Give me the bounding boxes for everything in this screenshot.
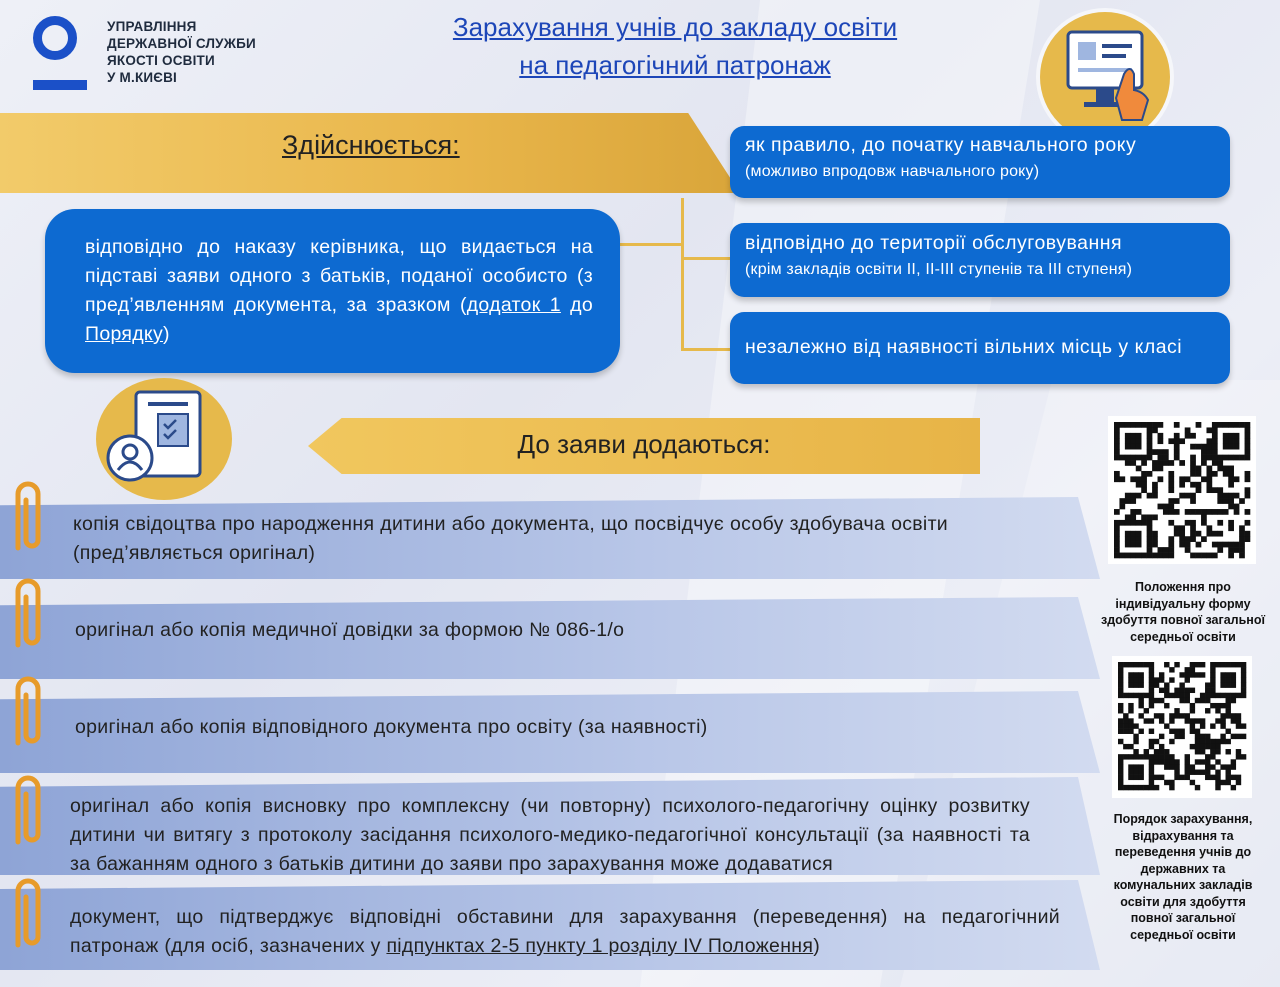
org-line: У М.КИЄВІ [107, 70, 177, 85]
qr-caption-line: Порядок зарахування, [1113, 812, 1253, 826]
list-item: оригінал або копія висновку про комплексну (чи повторну) психолого-педагогічну оцінку розвитку дитини чи витягу з протоколу засідання психолого-медико-педагогічної консультації (за наявності та за бажанням одного з батьків дитини до заяви про зарахування може додаватися [70, 795, 1030, 875]
list-item-text: ) [813, 935, 820, 957]
basis-text: ) [163, 323, 170, 345]
qr-code-procedure[interactable] [1112, 656, 1252, 798]
condition-sub: (крім закладів освіти ІІ, ІІ-ІІІ ступенів та ІІІ ступеня) [745, 261, 1133, 278]
qr-caption-line: відрахування та [1132, 828, 1234, 843]
basis-text: до [560, 294, 593, 316]
connector-line [620, 243, 684, 246]
condition-box [730, 126, 1230, 198]
enrollment-basis-text [85, 233, 593, 349]
qr-caption [1090, 579, 1276, 645]
list-item: копія свідоцтва про народження дитини або документа, що посвідчує особу здобувача освіти (пред’являється оригінал) [73, 513, 948, 564]
qr-caption [1090, 811, 1276, 943]
enrollment-basis-box [45, 209, 620, 373]
condition-main: відповідно до території обслуговування [745, 232, 1123, 254]
paperclip-icon [4, 478, 50, 558]
paperclip-icon [4, 875, 50, 955]
qr-code-regulation[interactable] [1108, 416, 1256, 564]
qr-caption-line: повної загальної [1130, 911, 1236, 925]
qr-caption-line: середньої освіти [1130, 629, 1236, 644]
condition-main: як правило, до початку навчального року [745, 134, 1137, 156]
appendix-link[interactable]: додаток 1 [466, 294, 561, 316]
condition-box [730, 223, 1230, 297]
procedure-link[interactable]: Порядку [85, 323, 164, 345]
qr-caption-line: Положення про [1135, 580, 1231, 594]
basis-text: відповідно до наказу керівника, що видається на підставі заяви одного з батьків, поданої особисто (з пред’явленням документа, за зразком ( [85, 236, 593, 316]
condition-main: незалежно від наявності вільних місць у класі [745, 336, 1183, 358]
org-line: ЯКОСТІ ОСВІТИ [107, 53, 215, 68]
document-tablet-icon [1040, 12, 1170, 142]
paperclip-icon [4, 772, 50, 852]
list-item: оригінал або копія відповідного документа про освіту (за наявності) [75, 716, 708, 738]
qr-caption-line: здобуття повної загальної [1101, 613, 1265, 627]
org-name [107, 18, 256, 86]
title-line-2: на педагогічний патронаж [519, 50, 831, 80]
paperclip-icon [4, 673, 50, 753]
list-item-text: документ, що підтверджує відповідні обставини для зарахування (переведення) на педагогічний патронаж (для осіб, зазначених у [70, 906, 1060, 957]
logo-bar-icon [33, 80, 87, 90]
paperclip-icon [4, 575, 50, 655]
qr-caption-line: переведення учнів до [1114, 845, 1252, 859]
list-item: оригінал або копія медичної довідки за формою № 086-1/о [75, 619, 625, 641]
qr-caption-line: індивідуальну форму [1115, 596, 1251, 611]
qr-caption-line: освіти для здобуття [1120, 894, 1246, 909]
list-item [70, 903, 1060, 961]
section1-label: Здійснюється: [282, 130, 460, 160]
page-title[interactable] [380, 8, 970, 84]
connector-line [681, 348, 731, 351]
person-document-icon [96, 378, 232, 500]
org-line: УПРАВЛІННЯ [107, 19, 197, 34]
condition-box [730, 312, 1230, 384]
condition-sub: (можливо впродовж навчального року) [745, 163, 1040, 180]
connector-line [681, 198, 684, 350]
connector-line [681, 257, 731, 260]
qr-caption-line: комунальних закладів [1113, 878, 1253, 892]
section2-label: До заяви додаються: [517, 429, 771, 459]
qr-caption-line: середньої освіти [1130, 927, 1236, 942]
regulation-link[interactable]: підпунктах 2-5 пункту 1 розділу IV Положення [386, 935, 814, 957]
org-line: ДЕРЖАВНОЇ СЛУЖБИ [107, 36, 256, 51]
qr-caption-line: державних та [1140, 861, 1226, 876]
title-line-1: Зарахування учнів до закладу освіти [452, 12, 898, 42]
logo-ring-icon [33, 16, 77, 60]
